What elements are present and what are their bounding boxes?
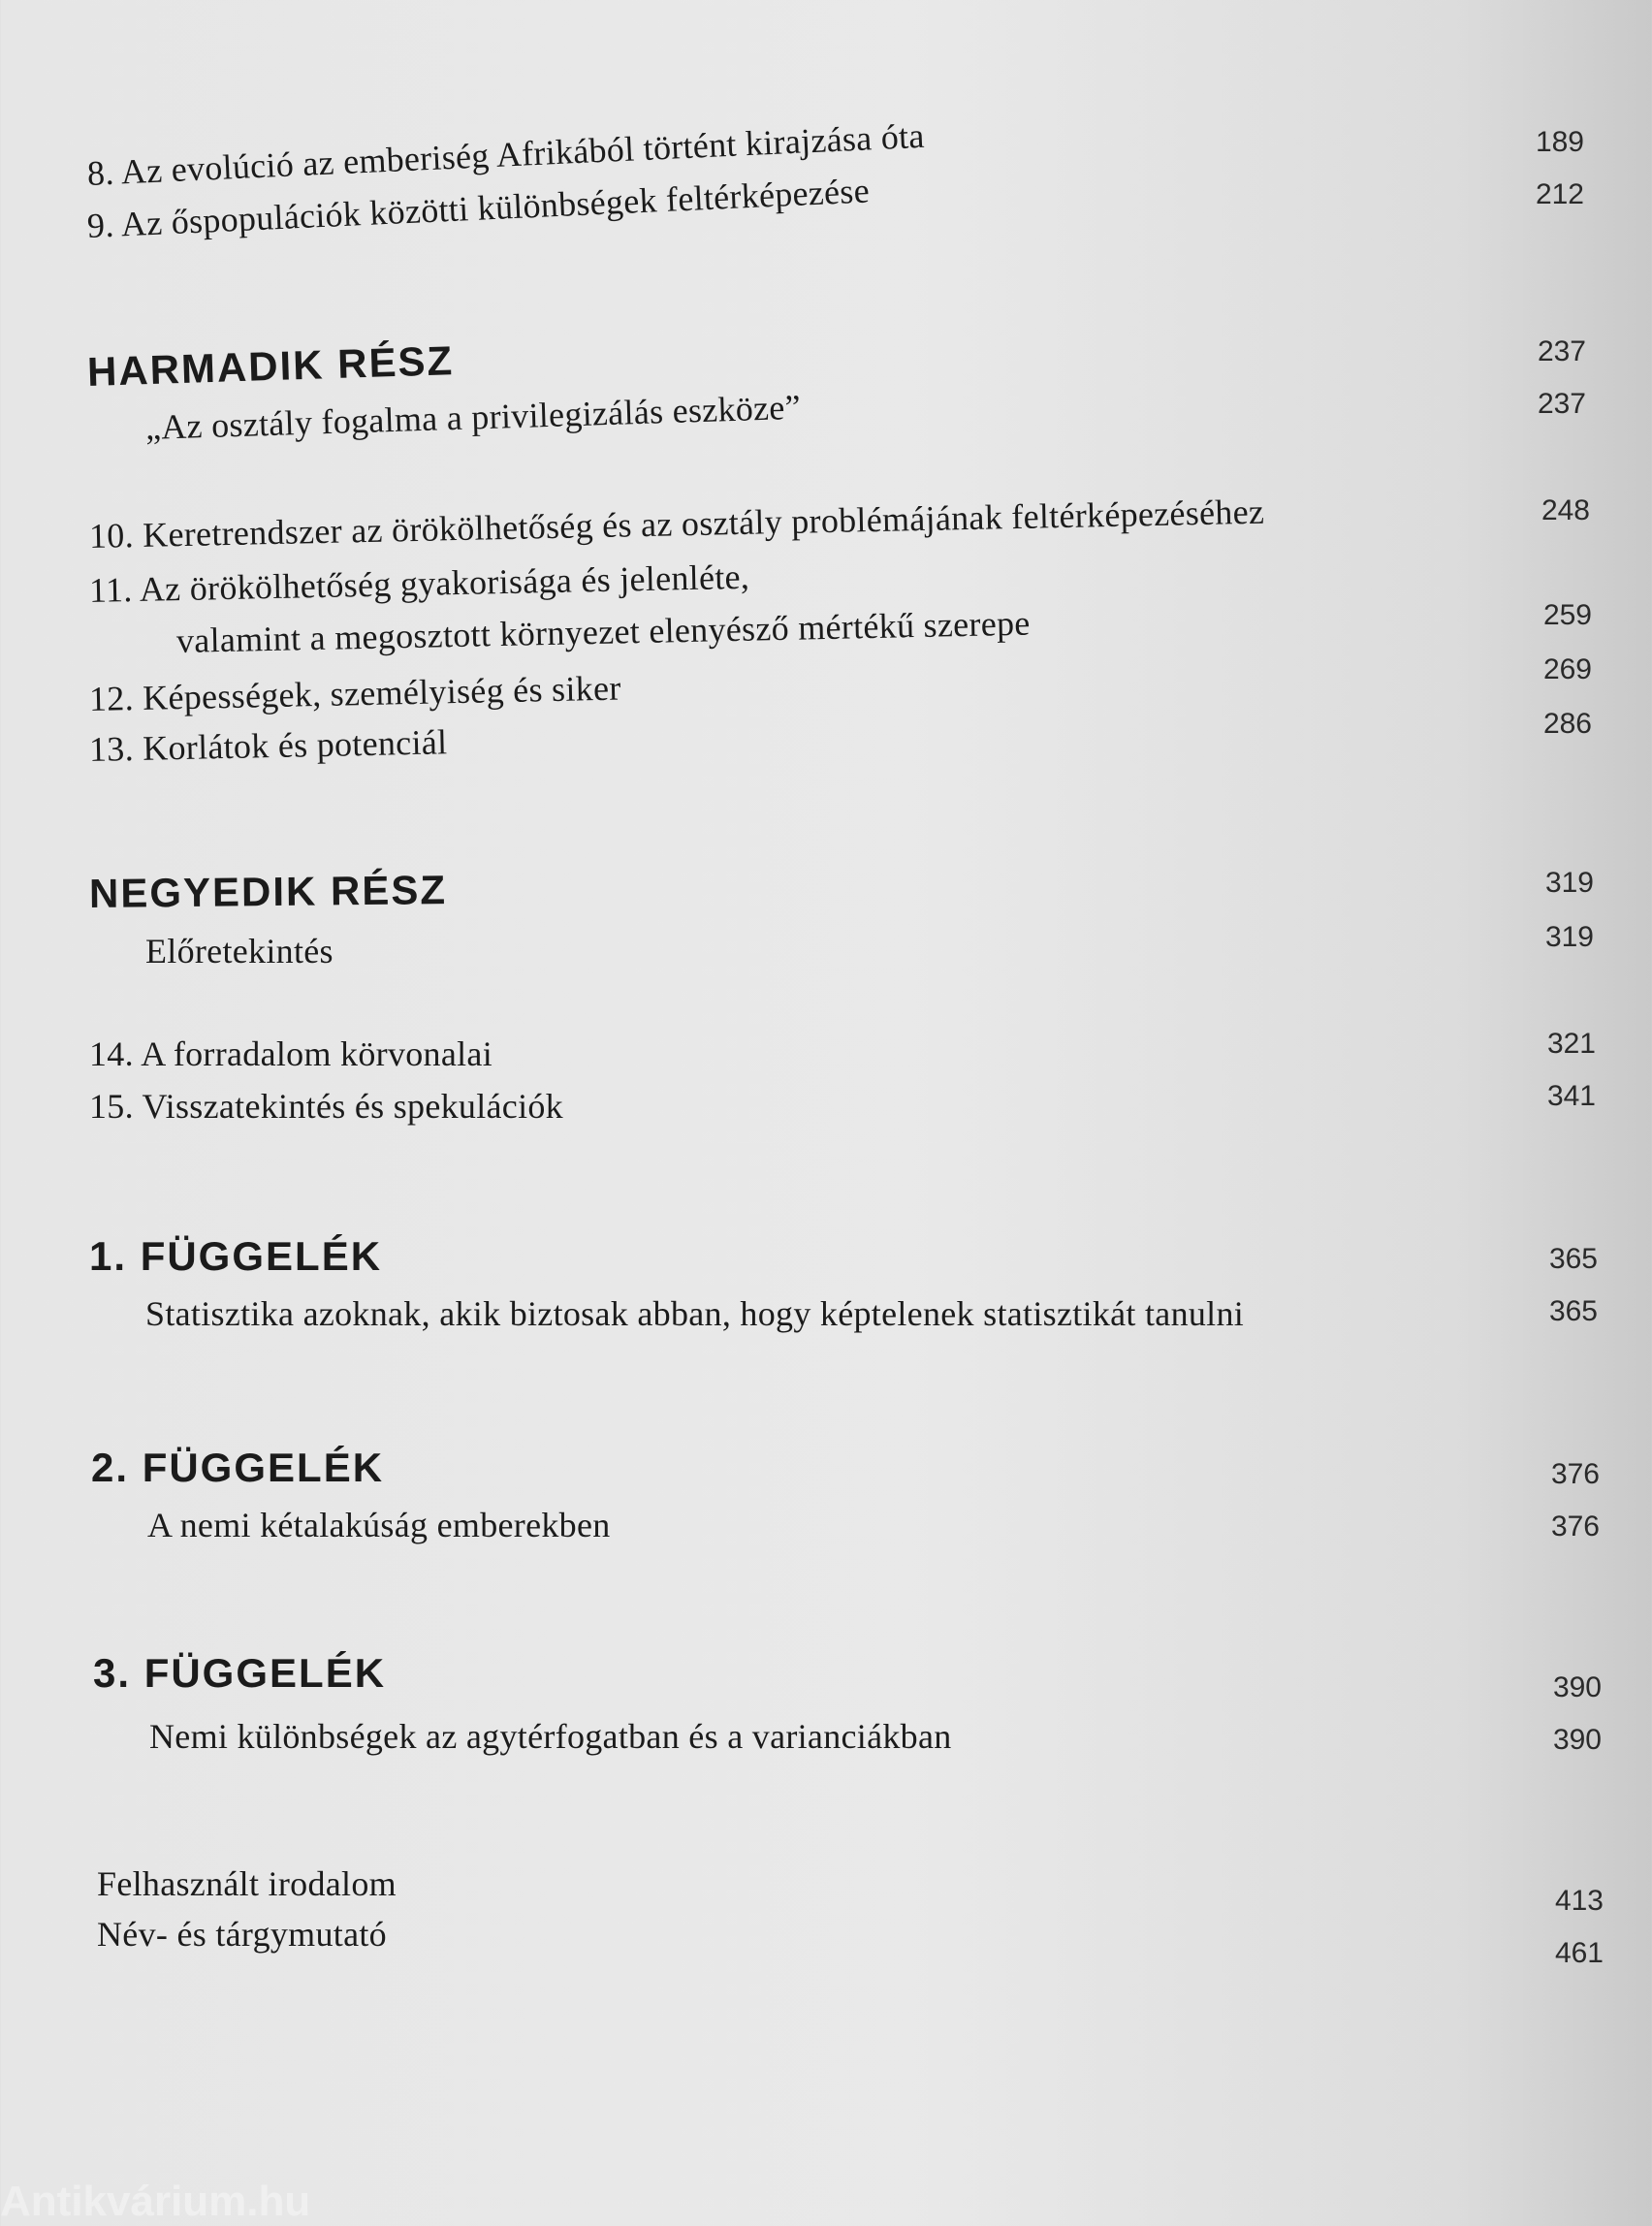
appendix-heading-2: 2. FÜGGELÉK [91,1445,385,1490]
toc-entry-ch10: 10. Keretrendszer az örökölhetőség és az osztály problémájának feltérképezéséhez [88,492,1265,556]
toc-entry-ch15: 15. Visszatekintés és spekulációk [89,1087,563,1126]
toc-entry-ch13: 13. Korlátok és potenciál [88,722,448,769]
toc-entry-ch9: 9. Az őspopulációk közötti különbségek feltérképezése [86,171,871,245]
page-number: 319 [1544,921,1594,953]
page-number: 341 [1546,1080,1596,1112]
part-subtitle-4: Előretekintés [145,932,334,970]
page-number: 237 [1537,388,1586,420]
page-number: 248 [1541,494,1590,526]
page-number: 413 [1554,1885,1604,1917]
backmatter-index: Név- és tárgymutató [97,1915,387,1954]
toc-entry-ch11: 11. Az örökölhetőség gyakorisága és jelenléte, [88,556,750,610]
page-number: 259 [1542,599,1592,631]
page-number: 365 [1548,1295,1598,1327]
page-number: 461 [1554,1937,1604,1969]
watermark: Antikvárium.hu [0,2178,311,2225]
toc-entry-ch8: 8. Az evolúció az emberiség Afrikából történt kirajzása óta [86,115,926,193]
backmatter-bibliography: Felhasznált irodalom [97,1864,397,1903]
appendix-subtitle-2: A nemi kétalakúság emberekben [147,1506,611,1544]
page-number: 286 [1542,708,1592,740]
page-number: 376 [1550,1510,1600,1542]
page-number: 365 [1548,1243,1598,1275]
page-number: 189 [1535,126,1584,158]
page-number: 321 [1546,1028,1596,1060]
toc-entry-ch14: 14. A forradalom körvonalai [89,1034,493,1073]
part-heading-3: HARMADIK RÉSZ [86,337,455,395]
page-number: 237 [1537,335,1586,367]
page-number: 319 [1544,867,1594,899]
page-number: 390 [1552,1671,1602,1703]
page-number: 269 [1542,653,1592,685]
part-heading-4: NEGYEDIK RÉSZ [88,867,448,916]
part-subtitle-3: „Az osztály fogalma a privilegizálás eszköze” [144,387,802,447]
page-number: 390 [1552,1724,1602,1756]
toc-entry-ch12: 12. Képességek, személyiség és siker [88,668,621,718]
page-number: 376 [1550,1458,1600,1490]
page-number: 212 [1535,178,1584,210]
toc-entry-ch11-cont: valamint a megosztott környezet elenyésző mértékű szerepe [175,603,1031,660]
appendix-subtitle-1: Statisztika azoknak, akik biztosak abban, hogy képtelenek statisztikát tanulni [145,1294,1245,1333]
appendix-subtitle-3: Nemi különbségek az agytérfogatban és a varianciákban [149,1717,952,1756]
appendix-heading-3: 3. FÜGGELÉK [93,1650,387,1696]
appendix-heading-1: 1. FÜGGELÉK [89,1233,383,1279]
